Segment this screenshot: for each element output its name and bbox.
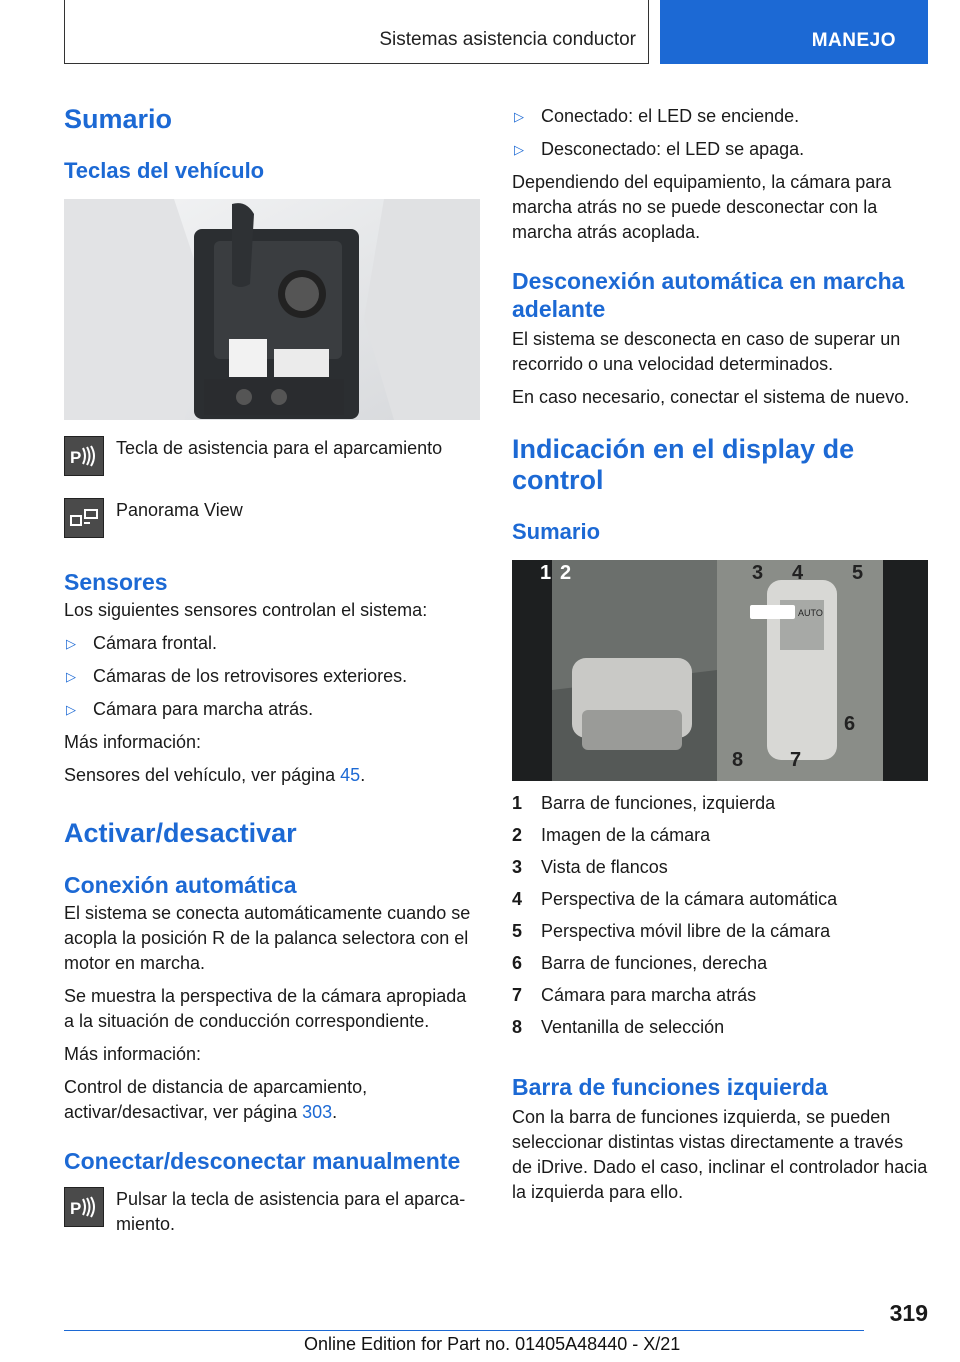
svg-text:P: P — [70, 448, 82, 467]
mas-info: Más información: — [64, 732, 202, 752]
section-title: Sistemas asistencia conductor — [379, 29, 636, 50]
sensores-intro: Los siguientes sensores controlan el sistema: — [64, 600, 428, 620]
list-item: 7 Cámara para marcha atrás — [512, 985, 757, 1005]
list-item: 4 Perspectiva de la cámara automática — [512, 889, 838, 909]
list-item: ▷ Cámara para marcha atrás. — [64, 697, 480, 722]
chapter-title: MANEJO — [811, 30, 896, 51]
list-item: 2 Imagen de la cámara — [512, 825, 711, 845]
list-item: ▷ Cámaras de los retrovisores exteriores. — [64, 664, 480, 689]
key-manual — [64, 1187, 480, 1237]
key-panorama-label: Panorama View — [116, 500, 243, 520]
left-function-bar — [512, 560, 552, 781]
bullet-triangle-icon: ▷ — [66, 636, 76, 651]
console-illustration — [64, 199, 480, 420]
control-display-screenshot — [512, 560, 928, 781]
bullet-triangle-icon: ▷ — [514, 109, 524, 124]
list-item: 5 Perspectiva móvil libre de la cámara — [512, 921, 831, 941]
callout-1: 1 — [540, 562, 552, 584]
right-column — [512, 104, 928, 1205]
left-column — [64, 100, 480, 1237]
footer-edition: Online Edition for Part no. 01405A48440 - X/21 — [304, 1334, 681, 1354]
heading-sumario: Sumario — [64, 104, 173, 134]
right-function-bar — [883, 560, 928, 781]
page-header — [64, 0, 928, 64]
desconexion-text: El sistema se desconecta en caso de superar un recorrido o una velocidad determinados. — [512, 329, 901, 374]
desconexion-text-2: En caso necesario, conectar el sistema de nuevo. — [512, 387, 910, 407]
vehicle-console-photo — [64, 199, 480, 420]
svg-text:P: P — [70, 1199, 82, 1218]
callout-7: 7 — [790, 749, 802, 771]
perspectiva-text: Se muestra la perspectiva de la cámara apropiada a la situación de conducción correspondiente. — [64, 986, 467, 1031]
page-link-45[interactable]: 45 — [340, 765, 361, 785]
list-item: 6 Barra de funciones, derecha — [512, 953, 768, 973]
control-display-illustration — [512, 560, 928, 781]
chapter-tab — [660, 0, 928, 64]
heading-barra: Barra de funciones izquierda — [512, 1074, 828, 1100]
equip-text: Dependiendo del equipamiento, la cámara para marcha atrás no se puede desconectar con la marcha atrás acoplada. — [512, 172, 892, 242]
list-item: 1 Barra de funciones, izquierda — [512, 793, 776, 813]
callout-8: 8 — [732, 749, 744, 771]
heading-teclas: Teclas del vehículo — [64, 158, 265, 183]
key-parking-assist-label: Tecla de asistencia para el aparcamiento — [116, 438, 443, 458]
list-item: 8 Ventanilla de selección — [512, 1017, 725, 1037]
key-panorama — [64, 498, 480, 538]
conexion-text: El sistema se conecta automáticamente cuando se acopla la posición R de la palanca selectora con el motor en marcha. — [64, 903, 471, 973]
callout-6: 6 — [844, 713, 856, 735]
callout-legend — [512, 787, 928, 1043]
page-link-303[interactable]: 303 — [302, 1102, 333, 1122]
bullet-triangle-icon: ▷ — [66, 669, 76, 684]
page-number: 319 — [889, 1300, 928, 1326]
reference-sensores: Sensores del vehículo, ver página 45. — [64, 765, 366, 785]
bullet-triangle-icon: ▷ — [66, 702, 76, 717]
list-item: 3 Vista de flancos — [512, 857, 668, 877]
parking-assist-icon — [64, 1187, 104, 1227]
key-parking-assist — [64, 436, 480, 476]
heading-activar: Activar/desactivar — [64, 818, 297, 848]
heading-manual: Conectar/desconectar manualmente — [64, 1148, 461, 1174]
reference-pdc: Control de distancia de aparcamiento, activar/desactivar, ver página 303. — [64, 1077, 368, 1122]
panorama-view-icon — [64, 498, 104, 538]
callout-5: 5 — [852, 562, 864, 584]
heading-indicacion: Indicación en el display de control — [512, 434, 855, 495]
callout-2: 2 — [560, 562, 572, 584]
heading-desconexion: Desconexión automática en marcha adelante — [512, 268, 905, 322]
callout-4: 4 — [792, 562, 804, 584]
heading-conexion: Conexión automática — [64, 872, 297, 898]
parking-assist-icon — [64, 436, 104, 476]
auto-label: AUTO — [798, 608, 823, 618]
footer-divider — [64, 1330, 864, 1331]
mas-info: Más información: — [64, 1044, 202, 1064]
callout-3: 3 — [752, 562, 764, 584]
barra-text: Con la barra de funciones izquierda, se pueden seleccionar distintas vistas directamente a través de iDrive. Dado el caso, inclinar el controlador hacia la izquierda para ello. — [512, 1107, 928, 1202]
section-tab — [64, 0, 649, 64]
heading-sensores: Sensores — [64, 569, 168, 595]
list-item: ▷ Cámara frontal. — [64, 631, 480, 656]
bullet-triangle-icon: ▷ — [514, 142, 524, 157]
manual-text: Pulsar la tecla de asistencia para el aparcamiento. — [116, 1189, 466, 1234]
list-item: ▷ Conectado: el LED se enciende. — [512, 104, 928, 129]
list-item: ▷ Desconectado: el LED se apaga. — [512, 137, 928, 162]
heading-sumario-display: Sumario — [512, 519, 601, 544]
